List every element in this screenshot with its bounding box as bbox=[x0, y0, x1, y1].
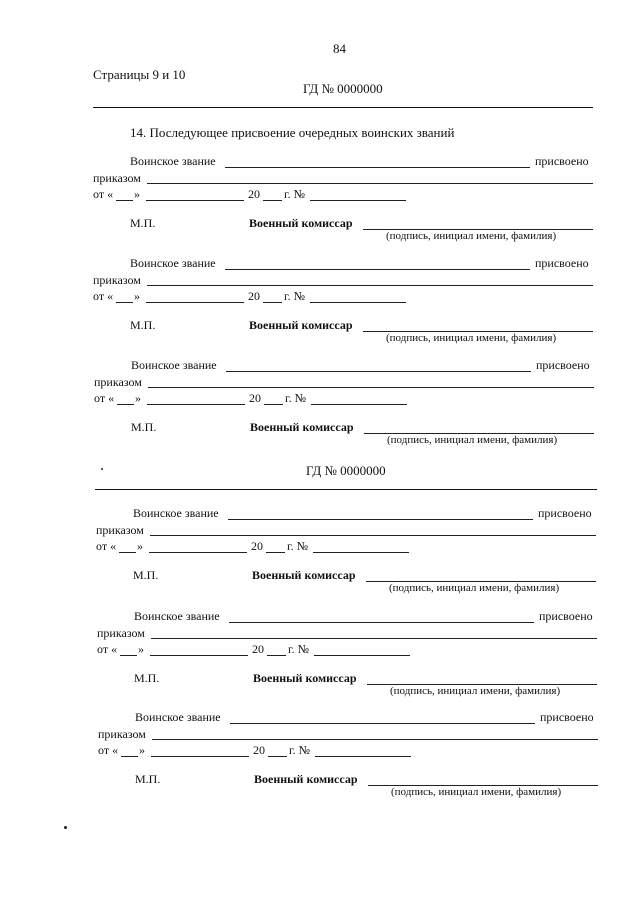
year-prefix: 20 bbox=[253, 743, 265, 757]
day-line[interactable] bbox=[116, 302, 133, 303]
scan-speck bbox=[101, 468, 103, 470]
year-line[interactable] bbox=[267, 655, 286, 656]
signature-line[interactable] bbox=[363, 331, 593, 332]
date-line[interactable] bbox=[149, 552, 247, 553]
from-close: » bbox=[135, 391, 141, 405]
signature-line[interactable] bbox=[364, 433, 594, 434]
signature-hint: (подпись, инициал имени, фамилия) bbox=[389, 582, 560, 594]
from-close: » bbox=[134, 187, 140, 201]
order-label: приказом bbox=[97, 626, 145, 640]
signature-hint: (подпись, инициал имени, фамилия) bbox=[390, 685, 561, 697]
rank-label: Воинское звание bbox=[133, 506, 219, 520]
commissar-label: Военный комиссар bbox=[249, 216, 353, 230]
stamp-label: М.П. bbox=[135, 772, 161, 786]
rank-line[interactable] bbox=[225, 269, 530, 270]
year-suffix: г. № bbox=[284, 187, 306, 201]
day-line[interactable] bbox=[121, 756, 138, 757]
number-line[interactable] bbox=[314, 655, 410, 656]
assigned-label: присвоено bbox=[539, 609, 593, 623]
number-line[interactable] bbox=[310, 302, 406, 303]
order-label: приказом bbox=[94, 375, 142, 389]
order-label: приказом bbox=[98, 727, 146, 741]
from-label: от « bbox=[93, 289, 114, 303]
commissar-label: Военный комиссар bbox=[250, 420, 354, 434]
year-prefix: 20 bbox=[251, 539, 263, 553]
stamp-label: М.П. bbox=[134, 671, 160, 685]
assigned-label: присвоено bbox=[536, 358, 590, 372]
order-label: приказом bbox=[93, 273, 141, 287]
header-rule bbox=[93, 107, 593, 108]
order-line[interactable] bbox=[150, 535, 596, 536]
scan-speck bbox=[64, 826, 67, 829]
commissar-label: Военный комиссар bbox=[254, 772, 358, 786]
order-line[interactable] bbox=[147, 285, 593, 286]
rank-line[interactable] bbox=[226, 371, 531, 372]
commissar-label: Военный комиссар bbox=[252, 568, 356, 582]
signature-hint: (подпись, инициал имени, фамилия) bbox=[386, 332, 557, 344]
from-label: от « bbox=[93, 187, 114, 201]
year-line[interactable] bbox=[268, 756, 287, 757]
date-line[interactable] bbox=[150, 655, 248, 656]
from-close: » bbox=[139, 743, 145, 757]
rank-label: Воинское звание bbox=[131, 358, 217, 372]
signature-hint: (подпись, инициал имени, фамилия) bbox=[386, 230, 557, 242]
rank-line[interactable] bbox=[228, 519, 533, 520]
year-line[interactable] bbox=[264, 404, 283, 405]
year-prefix: 20 bbox=[248, 289, 260, 303]
section-title: 14. Последующее присвоение очередных воинских званий bbox=[130, 125, 455, 140]
rank-label: Воинское звание bbox=[130, 154, 216, 168]
year-line[interactable] bbox=[266, 552, 285, 553]
pages-label: Страницы 9 и 10 bbox=[93, 67, 186, 82]
day-line[interactable] bbox=[120, 655, 137, 656]
rank-label: Воинское звание bbox=[130, 256, 216, 270]
stamp-label: М.П. bbox=[130, 318, 156, 332]
day-line[interactable] bbox=[119, 552, 136, 553]
order-label: приказом bbox=[96, 523, 144, 537]
number-line[interactable] bbox=[315, 756, 411, 757]
year-suffix: г. № bbox=[288, 642, 310, 656]
order-line[interactable] bbox=[152, 739, 598, 740]
number-line[interactable] bbox=[310, 200, 406, 201]
rank-line[interactable] bbox=[225, 167, 530, 168]
order-label: приказом bbox=[93, 171, 141, 185]
signature-line[interactable] bbox=[367, 684, 597, 685]
assigned-label: присвоено bbox=[540, 710, 594, 724]
assigned-label: присвоено bbox=[535, 256, 589, 270]
rank-line[interactable] bbox=[230, 723, 535, 724]
doc-number: ГД № 0000000 bbox=[303, 81, 383, 96]
from-label: от « bbox=[98, 743, 119, 757]
assigned-label: присвоено bbox=[535, 154, 589, 168]
order-line[interactable] bbox=[148, 387, 594, 388]
day-line[interactable] bbox=[116, 200, 133, 201]
order-line[interactable] bbox=[147, 183, 593, 184]
stamp-label: М.П. bbox=[130, 216, 156, 230]
page-number: 84 bbox=[333, 41, 346, 56]
from-close: » bbox=[138, 642, 144, 656]
from-label: от « bbox=[96, 539, 117, 553]
signature-line[interactable] bbox=[368, 785, 598, 786]
signature-line[interactable] bbox=[363, 229, 593, 230]
commissar-label: Военный комиссар bbox=[253, 671, 357, 685]
day-line[interactable] bbox=[117, 404, 134, 405]
rank-label: Воинское звание bbox=[134, 609, 220, 623]
year-prefix: 20 bbox=[248, 187, 260, 201]
signature-hint: (подпись, инициал имени, фамилия) bbox=[387, 434, 558, 446]
year-prefix: 20 bbox=[252, 642, 264, 656]
date-line[interactable] bbox=[147, 404, 245, 405]
stamp-label: М.П. bbox=[131, 420, 157, 434]
from-label: от « bbox=[97, 642, 118, 656]
year-line[interactable] bbox=[263, 200, 282, 201]
rank-line[interactable] bbox=[229, 622, 534, 623]
year-suffix: г. № bbox=[285, 391, 307, 405]
date-line[interactable] bbox=[146, 200, 244, 201]
assigned-label: присвоено bbox=[538, 506, 592, 520]
from-close: » bbox=[137, 539, 143, 553]
year-line[interactable] bbox=[263, 302, 282, 303]
date-line[interactable] bbox=[151, 756, 249, 757]
year-suffix: г. № bbox=[284, 289, 306, 303]
year-suffix: г. № bbox=[287, 539, 309, 553]
year-prefix: 20 bbox=[249, 391, 261, 405]
rank-label: Воинское звание bbox=[135, 710, 221, 724]
year-suffix: г. № bbox=[289, 743, 311, 757]
doc-number-2: ГД № 0000000 bbox=[306, 463, 386, 478]
from-label: от « bbox=[94, 391, 115, 405]
number-line[interactable] bbox=[313, 552, 409, 553]
order-line[interactable] bbox=[151, 638, 597, 639]
number-line[interactable] bbox=[311, 404, 407, 405]
stamp-label: М.П. bbox=[133, 568, 159, 582]
from-close: » bbox=[134, 289, 140, 303]
signature-hint: (подпись, инициал имени, фамилия) bbox=[391, 786, 562, 798]
middle-rule bbox=[95, 489, 597, 490]
signature-line[interactable] bbox=[366, 581, 596, 582]
date-line[interactable] bbox=[146, 302, 244, 303]
commissar-label: Военный комиссар bbox=[249, 318, 353, 332]
